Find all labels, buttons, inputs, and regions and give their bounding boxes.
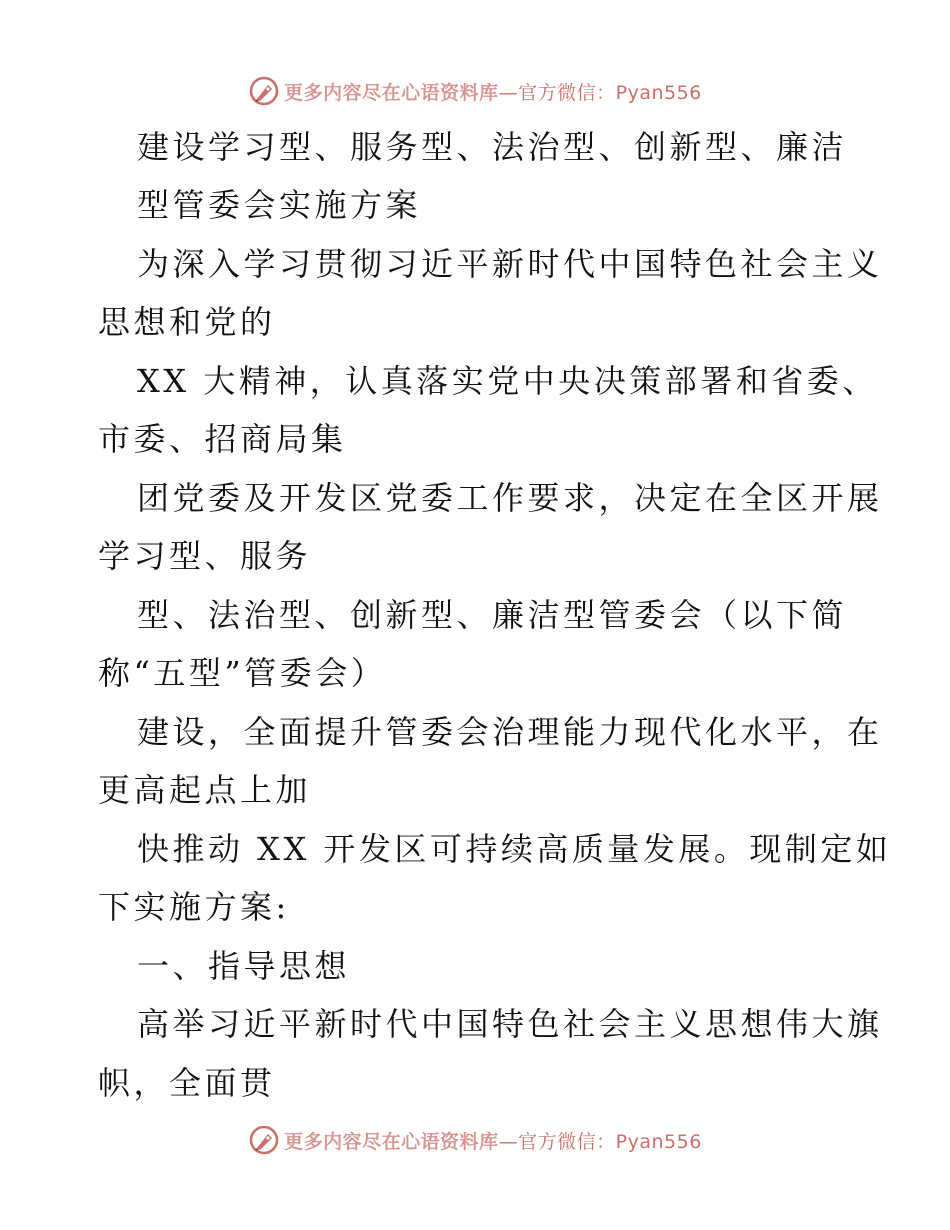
paragraph-line: 高举习近平新时代中国特色社会主义思想伟大旗 bbox=[137, 1005, 883, 1043]
section-heading: 一、指导思想 bbox=[137, 947, 351, 985]
paragraph-line: 型、法治型、创新型、廉洁型管委会（以下简 bbox=[137, 596, 848, 634]
paragraph-line: 建设，全面提升管委会治理能力现代化水平，在 bbox=[137, 713, 883, 751]
document-title-line-2: 型管委会实施方案 bbox=[137, 186, 422, 224]
paragraph-line: 快推动 XX 开发区可持续高质量发展。现制定如 bbox=[137, 830, 892, 868]
paragraph-line: XX 大精神，认真落实党中央决策部署和省委、 bbox=[137, 362, 878, 400]
footer-watermark bbox=[0, 1120, 950, 1160]
paragraph-line: 思想和党的 bbox=[98, 303, 276, 341]
watermark-dash: — bbox=[498, 81, 519, 104]
fountain-pen-logo-icon bbox=[248, 1124, 280, 1156]
paragraph-line: 更高起点上加 bbox=[98, 771, 312, 809]
paragraph-line: 称“五型”管委会） bbox=[98, 654, 387, 692]
fountain-pen-logo-icon bbox=[248, 75, 280, 107]
paragraph-line: 学习型、服务 bbox=[98, 537, 312, 575]
watermark-dash: — bbox=[498, 1130, 519, 1153]
watermark-main-text: 更多内容尽在心语资料库 bbox=[284, 81, 499, 104]
paragraph-line: 下实施方案: bbox=[98, 888, 290, 926]
header-watermark bbox=[0, 71, 950, 111]
watermark-contact-text: 官方微信：Pyan556 bbox=[518, 1130, 702, 1153]
paragraph-line: 市委、招商局集 bbox=[98, 420, 347, 458]
paragraph-line: 帜，全面贯 bbox=[98, 1064, 276, 1102]
watermark-contact-text: 官方微信：Pyan556 bbox=[518, 81, 702, 104]
watermark-main-text: 更多内容尽在心语资料库 bbox=[284, 1130, 499, 1153]
paragraph-line: 为深入学习贯彻习近平新时代中国特色社会主义 bbox=[137, 245, 883, 283]
document-title-line-1: 建设学习型、服务型、法治型、创新型、廉洁 bbox=[137, 128, 848, 166]
paragraph-line: 团党委及开发区党委工作要求，决定在全区开展 bbox=[137, 479, 883, 517]
